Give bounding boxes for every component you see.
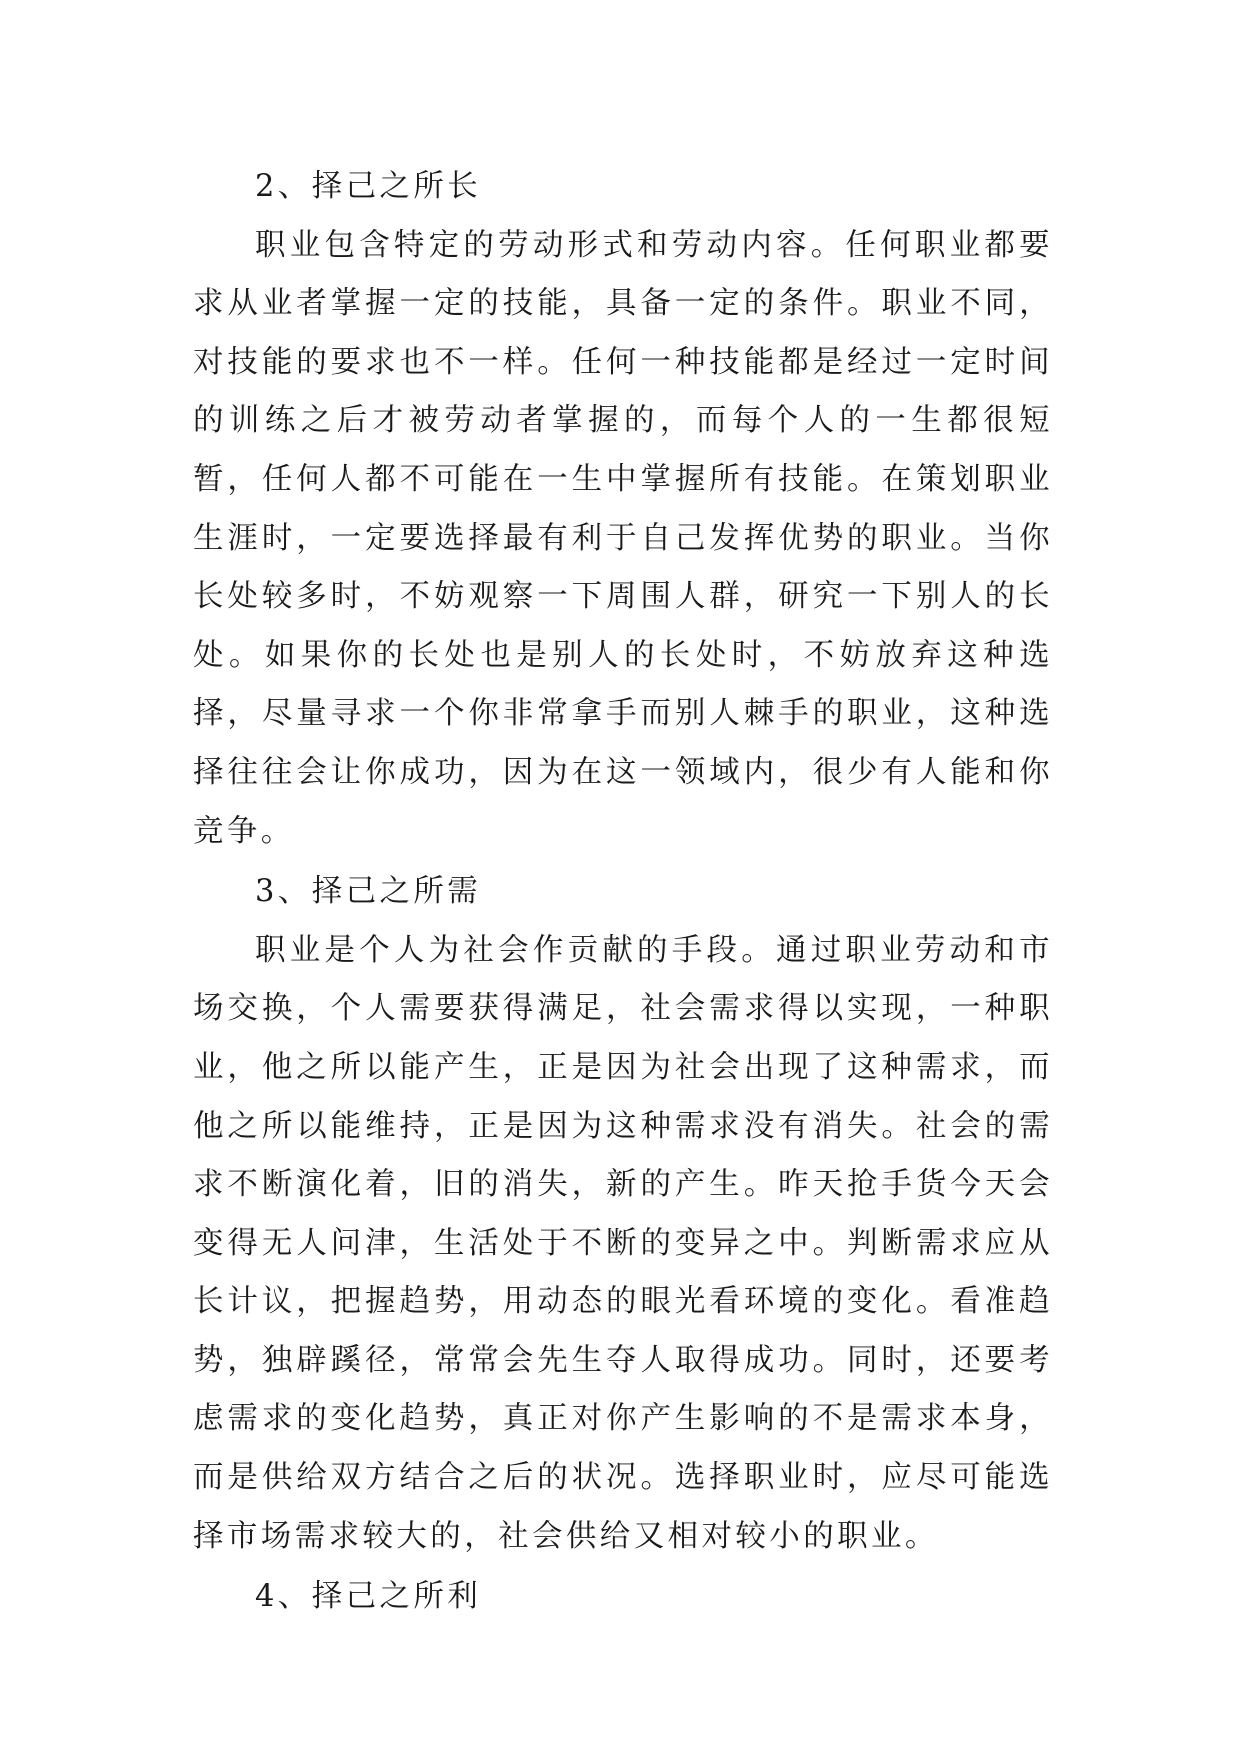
section-heading-2: 2、择己之所长 — [255, 169, 482, 204]
section-paragraph-2: 职业包含特定的劳动形式和劳动内容。任何职业都要求从业者掌握一定的技能，具备一定的条件。职业不同，对技能的要求也不一样。任何一种技能都是经过一定时间的训练之后才被劳动者掌握的，而每个人的一生都很短暂，任何人都不可能在一生中掌握所有技能。在策划职业生涯时，一定要选择最有利于自己发挥优势的职业。当你长处较多时，不妨观察一下周围人群，研究一下别人的长处。如果你的长处也是别人的长处时，不妨放弃这种选择，尽量寻求一个你非常拿手而别人棘手的职业，这种选择往往会让你成功，因为在这一领域内，很少有人能和你竞争。 — [193, 227, 1053, 849]
section-heading-3: 3、择己之所需 — [255, 874, 482, 910]
section-heading-4: 4、择己之所利 — [255, 1579, 482, 1615]
document-body — [193, 156, 1053, 1627]
section-paragraph-3: 职业是个人为社会作贡献的手段。通过职业劳动和市场交换，个人需要获得满足，社会需求得以实现，一种职业，他之所以能产生，正是因为社会出现了这种需求，而他之所以能维持，正是因为这种需求没有消失。社会的需求不断演化着，旧的消失，新的产生。昨天抢手货今天会变得无人问津，生活处于不断的变异之中。判断需求应从长计议，把握趋势，用动态的眼光看环境的变化。看准趋势，独辟蹊径，常常会先生夺人取得成功。同时，还要考虑需求的变化趋势，真正对你产生影响的不是需求本身，而是供给双方结合之后的状况。选择职业时，应尽可能选择市场需求较大的，社会供给又相对较小的职业。 — [193, 932, 1053, 1554]
